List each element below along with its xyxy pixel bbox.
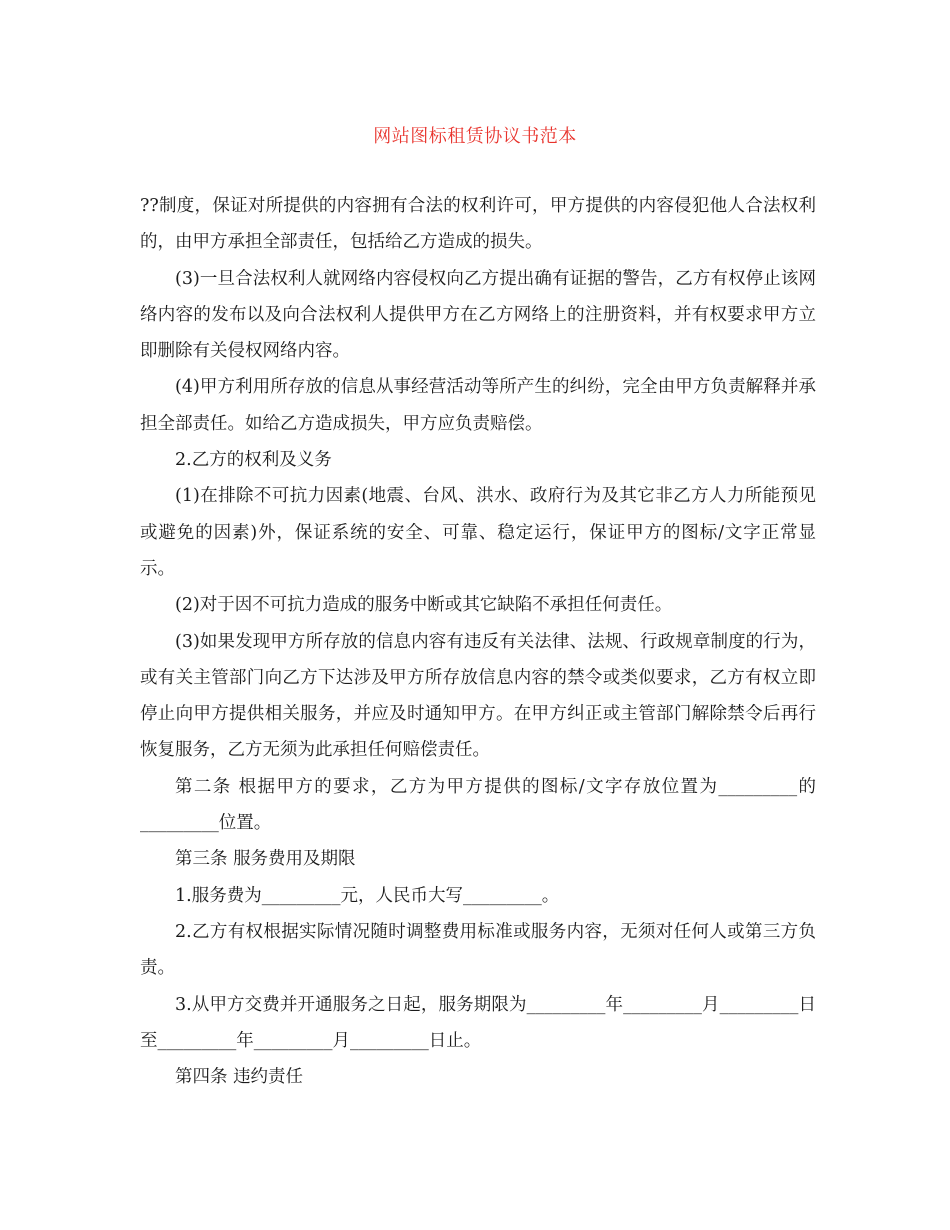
paragraph-service-period: 3.从甲方交费并开通服务之日起，服务期限为_________年_________月_________日至_________年_________月_________日止。 (140, 994, 816, 1051)
document-title: 网站图标租赁协议书范本 (373, 126, 577, 147)
paragraph-continued-clause: ??制度，保证对所提供的内容拥有合法的权利许可，甲方提供的内容侵犯他人合法权利的，由甲方承担全部责任，包括给乙方造成的损失。 (140, 196, 816, 253)
paragraph-fee-amount: 1.服务费为_________元，人民币大写_________。 (175, 885, 560, 906)
article-2-placement: 第二条 根据甲方的要求，乙方为甲方提供的图标/文字存放位置为_________的_________位置。 (140, 776, 816, 834)
paragraph-clause-3-infringement-warning: (3)一旦合法权利人就网络内容侵权向乙方提出确有证据的警告，乙方有权停止该网络内容的发布以及向合法权利人提供甲方在乙方网络上的注册资料，并有权要求甲方立即删除有关侵权网络内容。 (140, 268, 816, 362)
paragraph-fee-adjustment: 2.乙方有权根据实际情况随时调整费用标准或服务内容，无须对任何人或第三方负责。 (140, 921, 816, 979)
paragraph-clause-2-service-interruption: (2)对于因不可抗力造成的服务中断或其它缺陷不承担任何责任。 (175, 595, 673, 616)
document-body (140, 188, 816, 1095)
article-3-heading: 第三条 服务费用及期限 (175, 849, 356, 870)
paragraph-clause-1-force-majeure: (1)在排除不可抗力因素(地震、台风、洪水、政府行为及其它非乙方人力所能预见或避免的因素)外，保证系统的安全、可靠、稳定运行，保证甲方的图标/文字正常显示。 (140, 486, 816, 579)
section-heading-party-b-rights: 2.乙方的权利及义务 (175, 450, 332, 471)
paragraph-clause-4-disputes: (4)甲方利用所存放的信息从事经营活动等所产生的纠纷，完全由甲方负责解释并承担全部责任。如给乙方造成损失，甲方应负责赔偿。 (140, 377, 816, 434)
article-4-heading: 第四条 违约责任 (175, 1067, 304, 1088)
paragraph-clause-3-violation: (3)如果发现甲方所存放的信息内容有违反有关法律、法规、行政规章制度的行为，或有关主管部门向乙方下达涉及甲方所存放信息内容的禁令或类似要求，乙方有权立即停止向甲方提供相关服务，并应及时通知甲方。在甲方纠正或主管部门解除禁令后再行恢复服务，乙方无须为此承担任何赔偿责任。 (140, 631, 816, 761)
